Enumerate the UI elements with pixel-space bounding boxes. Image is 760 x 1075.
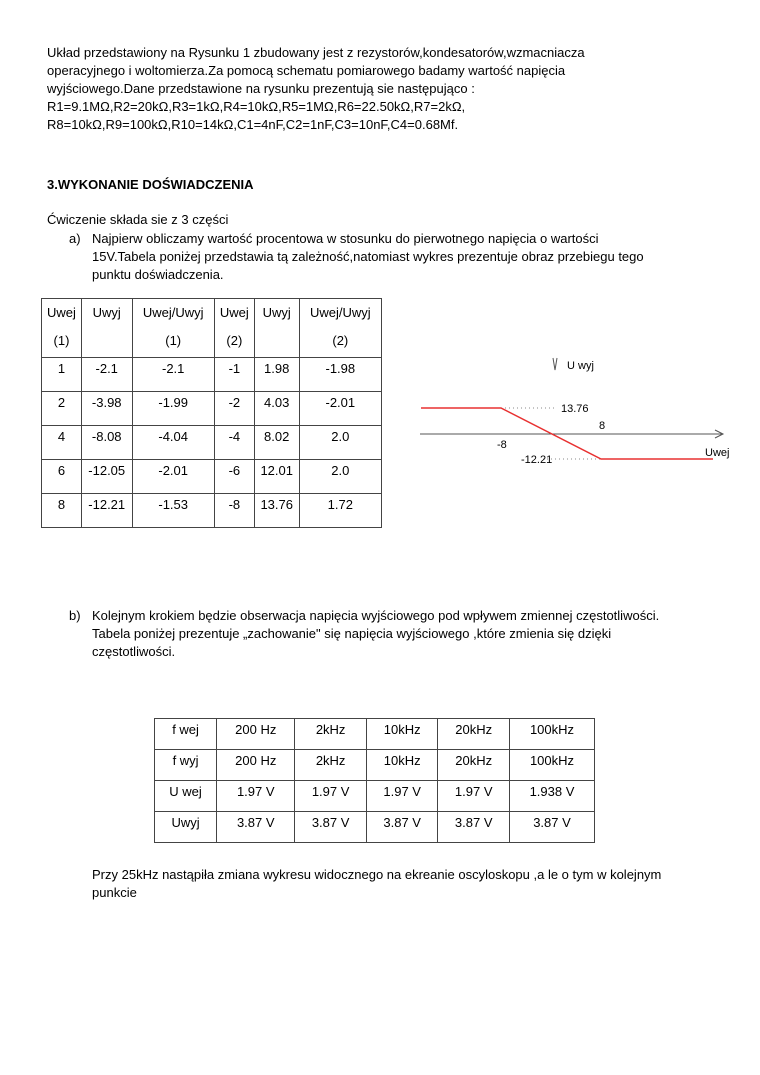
table-cell: -2.1: [132, 358, 214, 392]
table-row: [155, 781, 595, 812]
table-cell: 100kHz: [510, 719, 595, 750]
table-cell: 3.87 V: [217, 812, 295, 843]
table-cell: -4: [214, 426, 254, 460]
header-cell: Uwyj: [254, 299, 299, 358]
table-cell: -1: [214, 358, 254, 392]
list-label-a: a): [69, 231, 81, 246]
table-cell: f wej: [155, 719, 217, 750]
table-cell: 1.72: [299, 494, 381, 528]
intro-paragraph: [47, 44, 737, 134]
y-axis-label: U wyj: [567, 360, 594, 372]
table-cell: -1.98: [299, 358, 381, 392]
list-line: Kolejnym krokiem będzie obserwacja napięcia wyjściowego pod wpływem zmiennej częstotliwości.: [92, 608, 660, 623]
table-cell: -12.21: [81, 494, 132, 528]
table-cell: 10kHz: [366, 750, 438, 781]
table-cell: 3.87 V: [438, 812, 510, 843]
table-cell: 200 Hz: [217, 719, 295, 750]
table-row: [42, 358, 382, 392]
table-cell: -3.98: [81, 392, 132, 426]
list-text-a: [92, 230, 644, 284]
table-row: [42, 392, 382, 426]
voltage-ratio-table: [41, 298, 382, 528]
table-cell: -6: [214, 460, 254, 494]
closing-note: [92, 866, 732, 902]
table-row: [155, 812, 595, 843]
x-axis-label: Uwej: [705, 447, 730, 459]
header-cell: Uwej/Uwyj (2): [299, 299, 381, 358]
table-cell: 8: [42, 494, 82, 528]
table-cell: 2kHz: [295, 750, 367, 781]
table-cell: -2.1: [81, 358, 132, 392]
intro-line: wyjściowego.Dane przedstawione na rysunku prezentują sie następująco :: [47, 81, 475, 96]
table-cell: 3.87 V: [366, 812, 438, 843]
table-cell: -12.05: [81, 460, 132, 494]
table-row: [42, 494, 382, 528]
table-cell: 13.76: [254, 494, 299, 528]
list-line: punktu doświadczenia.: [92, 267, 224, 282]
table-cell: -1.53: [132, 494, 214, 528]
y-axis-arrow: [553, 358, 557, 370]
list-line: 15V.Tabela poniżej przedstawia tą zależność,natomiast wykres prezentuje obraz przebiegu tego: [92, 249, 644, 264]
intro-line: Układ przedstawiony na Rysunku 1 zbudowany jest z rezystorów,kondesatorów,wzmacniacza: [47, 45, 585, 60]
header-cell: Uwej (2): [214, 299, 254, 358]
table-row: [42, 426, 382, 460]
label-x-negative: -8: [497, 439, 507, 451]
table-cell: -4.04: [132, 426, 214, 460]
table-cell: 1: [42, 358, 82, 392]
table-cell: 12.01: [254, 460, 299, 494]
table-cell: 1.97 V: [295, 781, 367, 812]
table-cell: 2kHz: [295, 719, 367, 750]
label-positive-saturation: 13.76: [561, 403, 589, 415]
section-heading: 3.WYKONANIE DOŚWIADCZENIA: [47, 177, 254, 192]
table-row: [42, 460, 382, 494]
table-cell: f wyj: [155, 750, 217, 781]
table-cell: -2: [214, 392, 254, 426]
table-cell: 20kHz: [438, 719, 510, 750]
list-line: częstotliwości.: [92, 644, 176, 659]
header-cell: Uwej/Uwyj (1): [132, 299, 214, 358]
list-line: Najpierw obliczamy wartość procentowa w stosunku do pierwotnego napięcia o wartości: [92, 231, 599, 246]
list-label-b: b): [69, 608, 81, 623]
table-cell: 1.98: [254, 358, 299, 392]
table-cell: 2.0: [299, 460, 381, 494]
table-cell: -2.01: [299, 392, 381, 426]
table-cell: -8: [214, 494, 254, 528]
label-x-positive: 8: [599, 420, 606, 432]
table-cell: 3.87 V: [295, 812, 367, 843]
table-cell: 1.938 V: [510, 781, 595, 812]
table-cell: 8.02: [254, 426, 299, 460]
table-cell: 2.0: [299, 426, 381, 460]
table-cell: 100kHz: [510, 750, 595, 781]
label-negative-saturation: -12.21: [521, 454, 553, 466]
intro-line: R1=9.1MΩ,R2=20kΩ,R3=1kΩ,R4=10kΩ,R5=1MΩ,R6=22.50kΩ,R7=2kΩ,: [47, 99, 466, 114]
note-line: Przy 25kHz nastąpiła zmiana wykresu widocznego na ekreanie oscyloskopu ,a le o tym w kolejnym: [92, 867, 662, 882]
table-cell: 10kHz: [366, 719, 438, 750]
header-cell: Uwej (1): [42, 299, 82, 358]
table-cell: Uwyj: [155, 812, 217, 843]
exercise-intro: Ćwiczenie składa sie z 3 części: [47, 212, 229, 227]
table-cell: 1.97 V: [217, 781, 295, 812]
table-row: [155, 750, 595, 781]
table-cell: 6: [42, 460, 82, 494]
table-row: [155, 719, 595, 750]
list-line: Tabela poniżej prezentuje „zachowanie" się napięcia wyjściowego ,które zmienia się dzięki: [92, 626, 612, 641]
note-line: punkcie: [92, 885, 137, 900]
table-cell: 20kHz: [438, 750, 510, 781]
table-header-row: [42, 299, 382, 358]
frequency-table: [154, 718, 595, 843]
header-cell: Uwyj: [81, 299, 132, 358]
table-cell: 3.87 V: [510, 812, 595, 843]
table-cell: -8.08: [81, 426, 132, 460]
table-cell: 2: [42, 392, 82, 426]
list-text-b: [92, 607, 659, 661]
table-cell: 1.97 V: [366, 781, 438, 812]
table-cell: 4: [42, 426, 82, 460]
intro-line: operacyjnego i woltomierza.Za pomocą schematu pomiarowego badamy wartość napięcia: [47, 63, 566, 78]
intro-line: R8=10kΩ,R9=100kΩ,R10=14kΩ,C1=4nF,C2=1nF,C3=10nF,C4=0.68Mf.: [47, 117, 459, 132]
table-cell: -1.99: [132, 392, 214, 426]
table-cell: 4.03: [254, 392, 299, 426]
table-cell: 1.97 V: [438, 781, 510, 812]
transfer-characteristic-graph: [415, 350, 740, 470]
table-cell: U wej: [155, 781, 217, 812]
table-cell: -2.01: [132, 460, 214, 494]
table-cell: 200 Hz: [217, 750, 295, 781]
